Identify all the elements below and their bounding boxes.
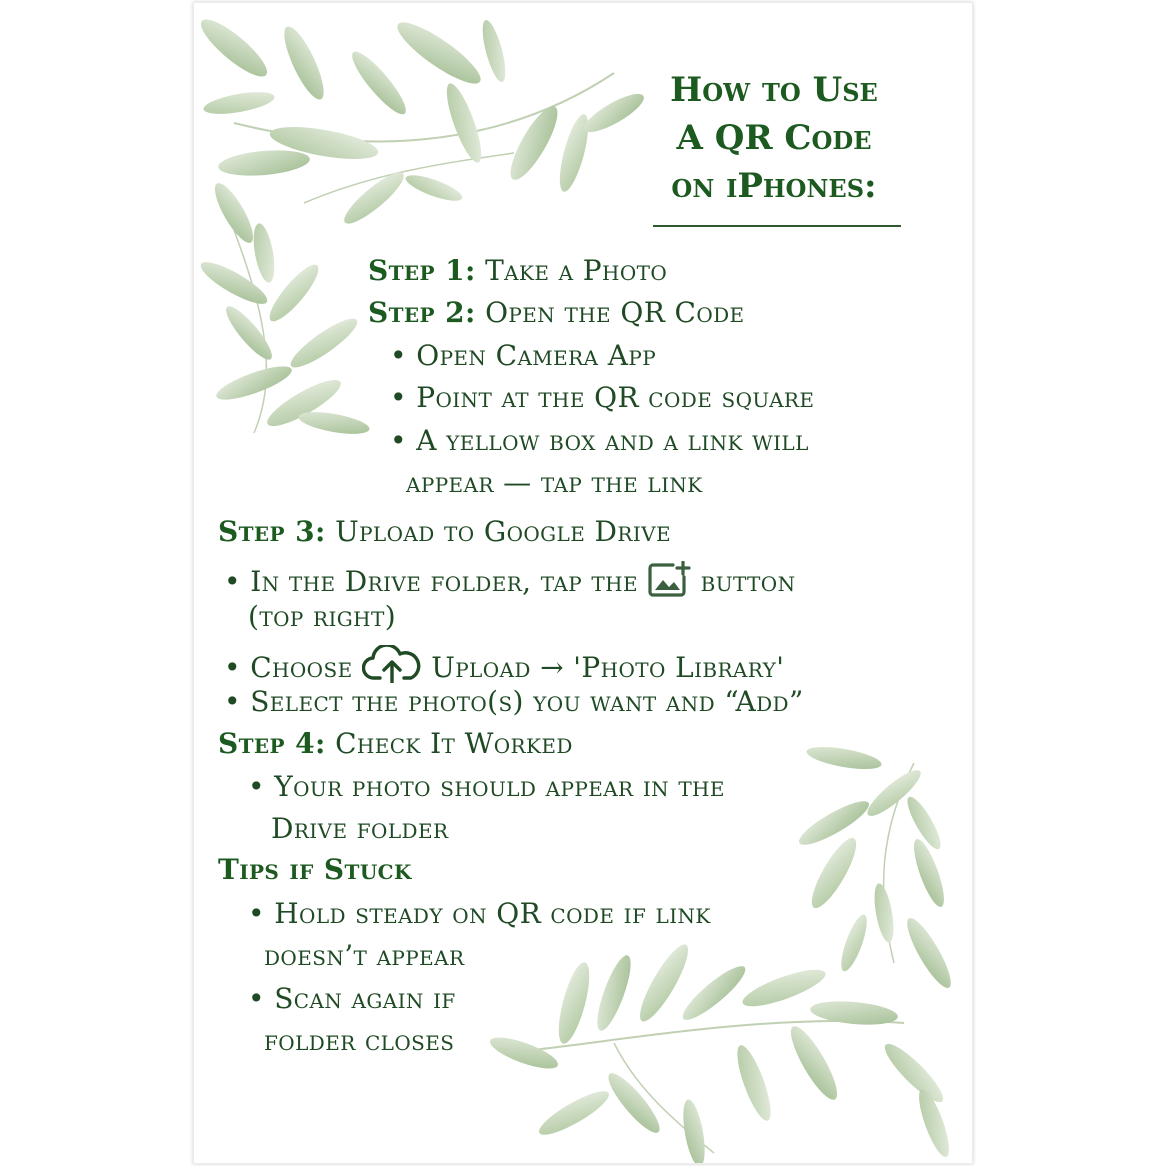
step-4 xyxy=(218,727,573,760)
step-2-bullet-1: • Open Camera App xyxy=(390,339,657,372)
step-3-bullet-1-cont: (top right) xyxy=(248,600,397,633)
step-3-label: Step 3: xyxy=(218,515,326,548)
tips-bullet-2: • Scan again if xyxy=(248,982,456,1015)
title-line-2: A QR Code xyxy=(676,118,872,158)
right-bottom-branch xyxy=(794,743,957,993)
step-4-text: Check It Worked xyxy=(325,727,573,760)
step-1 xyxy=(368,254,668,287)
step-4-label: Step 4: xyxy=(218,727,326,760)
title-divider xyxy=(653,225,901,227)
title-line-3: on iPhones: xyxy=(671,166,877,206)
step-4-bullet-1-cont: Drive folder xyxy=(271,812,449,845)
step-1-text: Take a Photo xyxy=(475,254,668,287)
step-3-bullet-2-a: • Choose xyxy=(224,651,362,684)
tips-heading: Tips if Stuck xyxy=(218,853,412,886)
step-2-bullet-2: • Point at the QR code square xyxy=(390,381,815,414)
step-3-bullet-1-b: button xyxy=(691,565,796,598)
tips-bullet-1: • Hold steady on QR code if link xyxy=(248,897,711,930)
instruction-card xyxy=(193,2,973,1164)
add-photo-icon xyxy=(647,561,691,602)
step-2-bullet-3: • A yellow box and a link will xyxy=(390,424,809,457)
cloud-upload-icon xyxy=(362,645,422,688)
step-3-text: Upload to Google Drive xyxy=(325,515,671,548)
title-line-1: How to Use xyxy=(670,70,878,110)
step-3-bullet-3: • Select the photo(s) you want and “Add” xyxy=(224,685,804,718)
tips-bullet-2-cont: folder closes xyxy=(264,1024,455,1057)
step-2-label: Step 2: xyxy=(368,296,476,329)
bottom-branch xyxy=(487,939,955,1163)
step-1-label: Step 1: xyxy=(368,254,476,287)
step-3 xyxy=(218,515,671,548)
step-4-bullet-1: • Your photo should appear in the xyxy=(248,770,725,803)
step-2-text: Open the QR Code xyxy=(475,296,745,329)
step-3-bullet-1-a: • In the Drive folder, tap the xyxy=(224,565,648,598)
top-left-branch xyxy=(194,12,648,230)
step-2 xyxy=(368,296,745,329)
step-3-bullet-1 xyxy=(224,561,796,602)
step-3-bullet-2 xyxy=(224,645,784,688)
tips-bullet-1-cont: doesn’t appear xyxy=(264,939,465,972)
step-3-bullet-2-b: Upload → 'Photo Library' xyxy=(421,651,785,684)
step-2-bullet-3-cont: appear — tap the link xyxy=(406,466,703,499)
